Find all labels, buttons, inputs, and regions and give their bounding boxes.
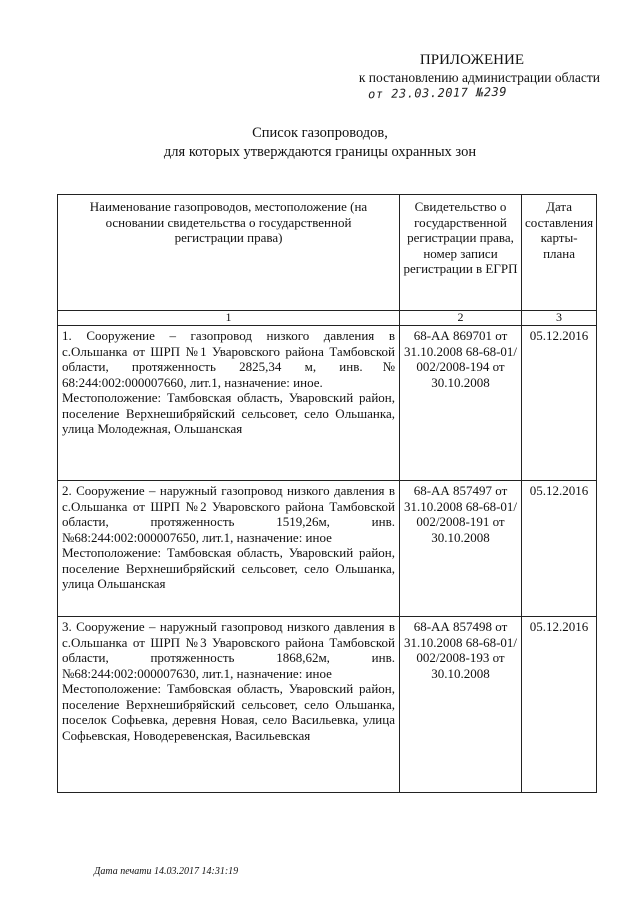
list-title (0, 124, 640, 162)
appendix-title: ПРИЛОЖЕНИЕ (419, 52, 524, 68)
list-title-line-1: Список газопроводов, (252, 125, 388, 141)
table-row (58, 326, 597, 481)
appendix-subtitle: к постановлению администрации области (358, 70, 600, 85)
column-number: 3 (522, 311, 597, 326)
pipeline-location: Местоположение: Тамбовская область, Уваровский район, поселение Верхнешибряйский сельсовет, село Ольшанка, улица Ольшанская (62, 545, 395, 591)
column-number: 1 (58, 311, 400, 326)
table-row (58, 617, 597, 793)
certificate-cell: 68-АА 857498 от 31.10.2008 68-68-01/ 002/2008-193 от 30.10.2008 (400, 617, 522, 793)
table-row (58, 481, 597, 617)
map-date-cell: 05.12.2016 (522, 617, 597, 793)
column-header-date: Дата составления карты-плана (522, 195, 597, 311)
column-number: 2 (400, 311, 522, 326)
pipeline-description-cell (58, 326, 400, 481)
list-title-line-2: для которых утверждаются границы охранных зон (163, 144, 477, 160)
column-header-name: Наименование газопроводов, местоположение (на основании свидетельства о государственной регистрации права) (58, 195, 400, 311)
column-number-row (58, 311, 597, 326)
handwritten-date-number: от 23.03.2017 №239 (367, 84, 508, 102)
map-date-cell: 05.12.2016 (522, 326, 597, 481)
pipeline-description: 3. Сооружение – наружный газопровод низкого давления в с.Ольшанка от ШРП №3 Уваровского района Тамбовской области, протяженность 1868,62м, инв.№68:244:002:000007630, лит.1, назначение: иное (62, 619, 395, 681)
certificate-cell: 68-АА 857497 от 31.10.2008 68-68-01/ 002/2008-191 от 30.10.2008 (400, 481, 522, 617)
table-header-row (58, 195, 597, 311)
pipeline-description-cell (58, 481, 400, 617)
print-date: Дата печати 14.03.2017 14:31:19 (94, 866, 239, 877)
pipeline-description: 1. Сооружение – газопровод низкого давления в с.Ольшанка от ШРП №1 Уваровского района Тамбовской области, протяженность 2825,34 м, инв.№ 68:244:002:000007660, лит.1, назначение: иное. (62, 328, 395, 390)
certificate-cell: 68-АА 869701 от 31.10.2008 68-68-01/ 002/2008-194 от 30.10.2008 (400, 326, 522, 481)
pipeline-description: 2. Сооружение – наружный газопровод низкого давления в с.Ольшанка от ШРП №2 Уваровского района Тамбовской области, протяженность 1519,26м, инв.№68:244:002:000007650, лит.1, назначение: иное (62, 483, 395, 545)
pipeline-location: Местоположение: Тамбовская область, Уваровский район, поселение Верхнешибряйский сельсовет, село Ольшанка, улица Молодежная, Ольшанская (62, 390, 395, 436)
pipeline-location: Местоположение: Тамбовская область, Уваровский район, поселение Верхнешибряйский сельсовет, село Ольшанка, поселок Софьевка, деревня Новая, село Васильевка, улица Софьевская, Новодеревенская, Васильевская (62, 681, 395, 743)
column-header-certificate: Свидетельство о государственной регистрации права, номер записи регистрации в ЕГРП (400, 195, 522, 311)
pipeline-description-cell (58, 617, 400, 793)
pipelines-table (57, 194, 597, 793)
map-date-cell: 05.12.2016 (522, 481, 597, 617)
